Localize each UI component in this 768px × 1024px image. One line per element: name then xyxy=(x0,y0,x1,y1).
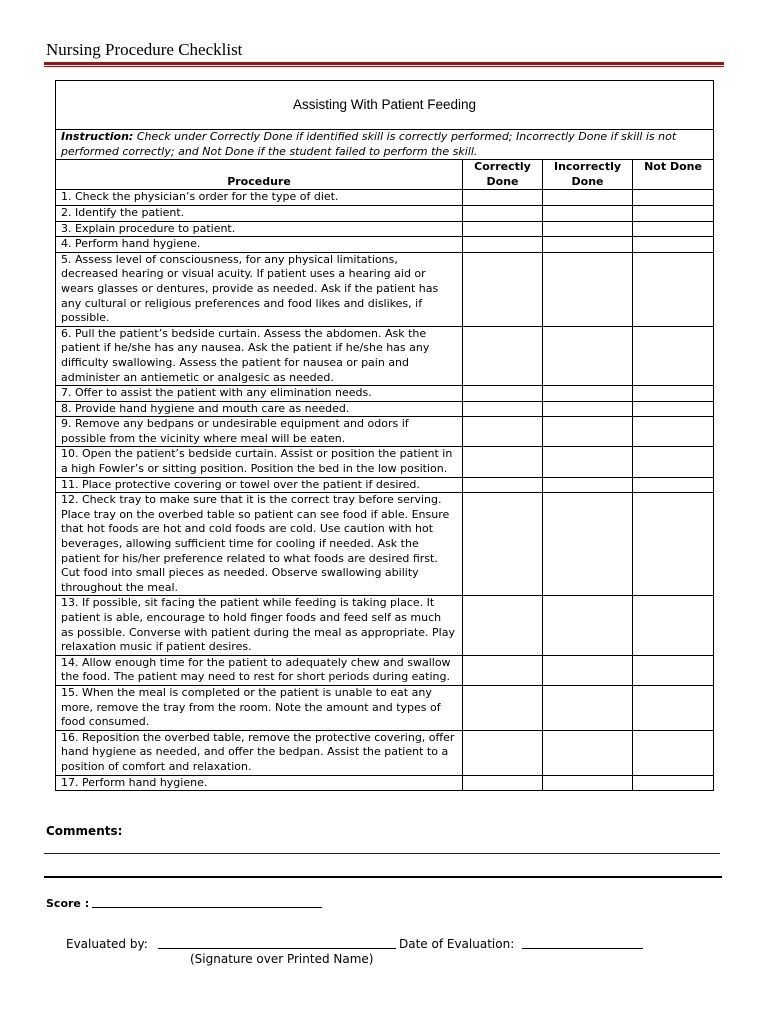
steps-body xyxy=(56,190,714,791)
procedure-step: 12. Check tray to make sure that it is the correct tray before serving. Place tray on the overbed table so patient can see food if able. Ensure that hot foods are hot and cold foods are cold. Use caution with hot beverages, allowing sufficient time for cooling if needed. Ask the patient for his/her preference related to what foods are desired first. Cut food into small pieces as needed. Observe swallowing ability throughout the meal. xyxy=(56,493,463,596)
column-header-row xyxy=(56,160,714,190)
incorrectly-done-cell[interactable] xyxy=(543,596,633,655)
incorrectly-done-cell[interactable] xyxy=(543,477,633,493)
form-title-row xyxy=(56,81,714,130)
correctly-done-cell[interactable] xyxy=(463,401,543,417)
table-row xyxy=(56,477,714,493)
evaluator-signature-field[interactable] xyxy=(158,948,396,949)
correctly-done-cell[interactable] xyxy=(463,237,543,253)
incorrectly-done-cell[interactable] xyxy=(543,205,633,221)
table-row xyxy=(56,190,714,206)
table-row xyxy=(56,655,714,685)
score-label: Score : xyxy=(46,897,90,910)
incorrectly-done-cell[interactable] xyxy=(543,493,633,596)
comments-label: Comments: xyxy=(46,824,123,838)
correctly-done-cell[interactable] xyxy=(463,655,543,685)
not-done-cell[interactable] xyxy=(633,417,714,447)
incorrectly-done-cell[interactable] xyxy=(543,655,633,685)
table-row xyxy=(56,493,714,596)
score-field[interactable] xyxy=(92,907,322,908)
table-row xyxy=(56,221,714,237)
procedure-step: 2. Identify the patient. xyxy=(56,205,463,221)
table-row xyxy=(56,205,714,221)
incorrectly-done-cell[interactable] xyxy=(543,326,633,385)
procedure-step: 7. Offer to assist the patient with any elimination needs. xyxy=(56,386,463,402)
not-done-cell[interactable] xyxy=(633,237,714,253)
correctly-done-cell[interactable] xyxy=(463,190,543,206)
header-rule-thin xyxy=(44,66,724,67)
signature-note: (Signature over Printed Name) xyxy=(190,952,374,966)
not-done-cell[interactable] xyxy=(633,655,714,685)
procedure-step: 14. Allow enough time for the patient to adequately chew and swallow the food. The patient may need to rest for short periods during eating. xyxy=(56,655,463,685)
table-row xyxy=(56,237,714,253)
procedure-column-header: Procedure xyxy=(56,160,463,190)
procedure-step: 6. Pull the patient’s bedside curtain. Assess the abdomen. Ask the patient if he/she has any nausea. Ask the patient if he/she has any difficulty swallowing. Assess the patient for nausea or pain and administer an antiemetic or analgesic as needed. xyxy=(56,326,463,385)
incorrectly-done-cell[interactable] xyxy=(543,252,633,326)
document-title: Nursing Procedure Checklist xyxy=(46,40,243,59)
comments-line[interactable] xyxy=(44,853,720,854)
not-done-cell[interactable] xyxy=(633,685,714,730)
form-title: Assisting With Patient Feeding xyxy=(56,81,714,130)
correctly-done-cell[interactable] xyxy=(463,493,543,596)
table-row xyxy=(56,417,714,447)
correctly-done-cell[interactable] xyxy=(463,386,543,402)
procedure-step: 10. Open the patient’s bedside curtain. Assist or position the patient in a high Fowler’s or sitting position. Position the bed in the low position. xyxy=(56,447,463,477)
table-row xyxy=(56,596,714,655)
correctly-done-cell[interactable] xyxy=(463,730,543,775)
table-row xyxy=(56,447,714,477)
correctly-done-cell[interactable] xyxy=(463,685,543,730)
not-done-cell[interactable] xyxy=(633,205,714,221)
incorrectly-done-cell[interactable] xyxy=(543,685,633,730)
date-of-evaluation-label: Date of Evaluation: xyxy=(399,937,515,951)
incorrectly-done-cell[interactable] xyxy=(543,386,633,402)
comments-line-2[interactable] xyxy=(44,876,722,878)
evaluated-by-label: Evaluated by: xyxy=(66,937,148,951)
table-row xyxy=(56,401,714,417)
not-done-cell[interactable] xyxy=(633,493,714,596)
correctly-done-cell[interactable] xyxy=(463,221,543,237)
table-row xyxy=(56,775,714,791)
incorrectly-done-cell[interactable] xyxy=(543,447,633,477)
correctly-done-cell[interactable] xyxy=(463,596,543,655)
correctly-done-column-header: Correctly Done xyxy=(463,160,543,190)
header-rule xyxy=(44,62,724,65)
procedure-step: 4. Perform hand hygiene. xyxy=(56,237,463,253)
procedure-step: 9. Remove any bedpans or undesirable equipment and odors if possible from the vicinity where meal will be eaten. xyxy=(56,417,463,447)
not-done-column-header: Not Done xyxy=(633,160,714,190)
not-done-cell[interactable] xyxy=(633,775,714,791)
not-done-cell[interactable] xyxy=(633,730,714,775)
incorrectly-done-cell[interactable] xyxy=(543,401,633,417)
correctly-done-cell[interactable] xyxy=(463,252,543,326)
incorrectly-done-cell[interactable] xyxy=(543,730,633,775)
table-row xyxy=(56,386,714,402)
not-done-cell[interactable] xyxy=(633,221,714,237)
procedure-step: 8. Provide hand hygiene and mouth care as needed. xyxy=(56,401,463,417)
procedure-step: 17. Perform hand hygiene. xyxy=(56,775,463,791)
procedure-step: 5. Assess level of consciousness, for any physical limitations, decreased hearing or visual acuity. If patient uses a hearing aid or wears glasses or dentures, provide as needed. Ask if the patient has any cultural or religious preferences and food likes and dislikes, if possible. xyxy=(56,252,463,326)
procedure-checklist-table xyxy=(55,80,714,791)
not-done-cell[interactable] xyxy=(633,252,714,326)
not-done-cell[interactable] xyxy=(633,190,714,206)
correctly-done-cell[interactable] xyxy=(463,326,543,385)
incorrectly-done-cell[interactable] xyxy=(543,221,633,237)
not-done-cell[interactable] xyxy=(633,596,714,655)
table-row xyxy=(56,326,714,385)
procedure-step: 13. If possible, sit facing the patient while feeding is taking place. It patient is able, encourage to hold finger foods and feed self as much as possible. Converse with patient during the meal as appropriate. Play relaxation music if patient desires. xyxy=(56,596,463,655)
correctly-done-cell[interactable] xyxy=(463,447,543,477)
procedure-step: 1. Check the physician’s order for the type of diet. xyxy=(56,190,463,206)
correctly-done-cell[interactable] xyxy=(463,205,543,221)
date-of-evaluation-field[interactable] xyxy=(522,948,643,949)
correctly-done-cell[interactable] xyxy=(463,417,543,447)
not-done-cell[interactable] xyxy=(633,326,714,385)
instruction-label: Instruction: xyxy=(61,130,134,143)
not-done-cell[interactable] xyxy=(633,477,714,493)
table-row xyxy=(56,685,714,730)
not-done-cell[interactable] xyxy=(633,386,714,402)
incorrectly-done-cell[interactable] xyxy=(543,190,633,206)
incorrectly-done-cell[interactable] xyxy=(543,775,633,791)
incorrectly-done-cell[interactable] xyxy=(543,237,633,253)
instruction-text: Check under Correctly Done if identified skill is correctly performed; Incorrectly Done if skill is not performed correctly; and Not Done if the student failed to perform the skill. xyxy=(61,130,677,158)
incorrectly-done-column-header: Incorrectly Done xyxy=(543,160,633,190)
table-row xyxy=(56,252,714,326)
incorrectly-done-cell[interactable] xyxy=(543,417,633,447)
procedure-step: 15. When the meal is completed or the patient is unable to eat any more, remove the tray from the room. Note the amount and types of food consumed. xyxy=(56,685,463,730)
procedure-step: 11. Place protective covering or towel over the patient if desired. xyxy=(56,477,463,493)
correctly-done-cell[interactable] xyxy=(463,775,543,791)
table-row xyxy=(56,730,714,775)
procedure-step: 16. Reposition the overbed table, remove the protective covering, offer hand hygiene as needed, and offer the bedpan. Assist the patient to a position of comfort and relaxation. xyxy=(56,730,463,775)
not-done-cell[interactable] xyxy=(633,401,714,417)
instruction-cell xyxy=(56,130,714,160)
not-done-cell[interactable] xyxy=(633,447,714,477)
procedure-step: 3. Explain procedure to patient. xyxy=(56,221,463,237)
correctly-done-cell[interactable] xyxy=(463,477,543,493)
instruction-row xyxy=(56,130,714,160)
